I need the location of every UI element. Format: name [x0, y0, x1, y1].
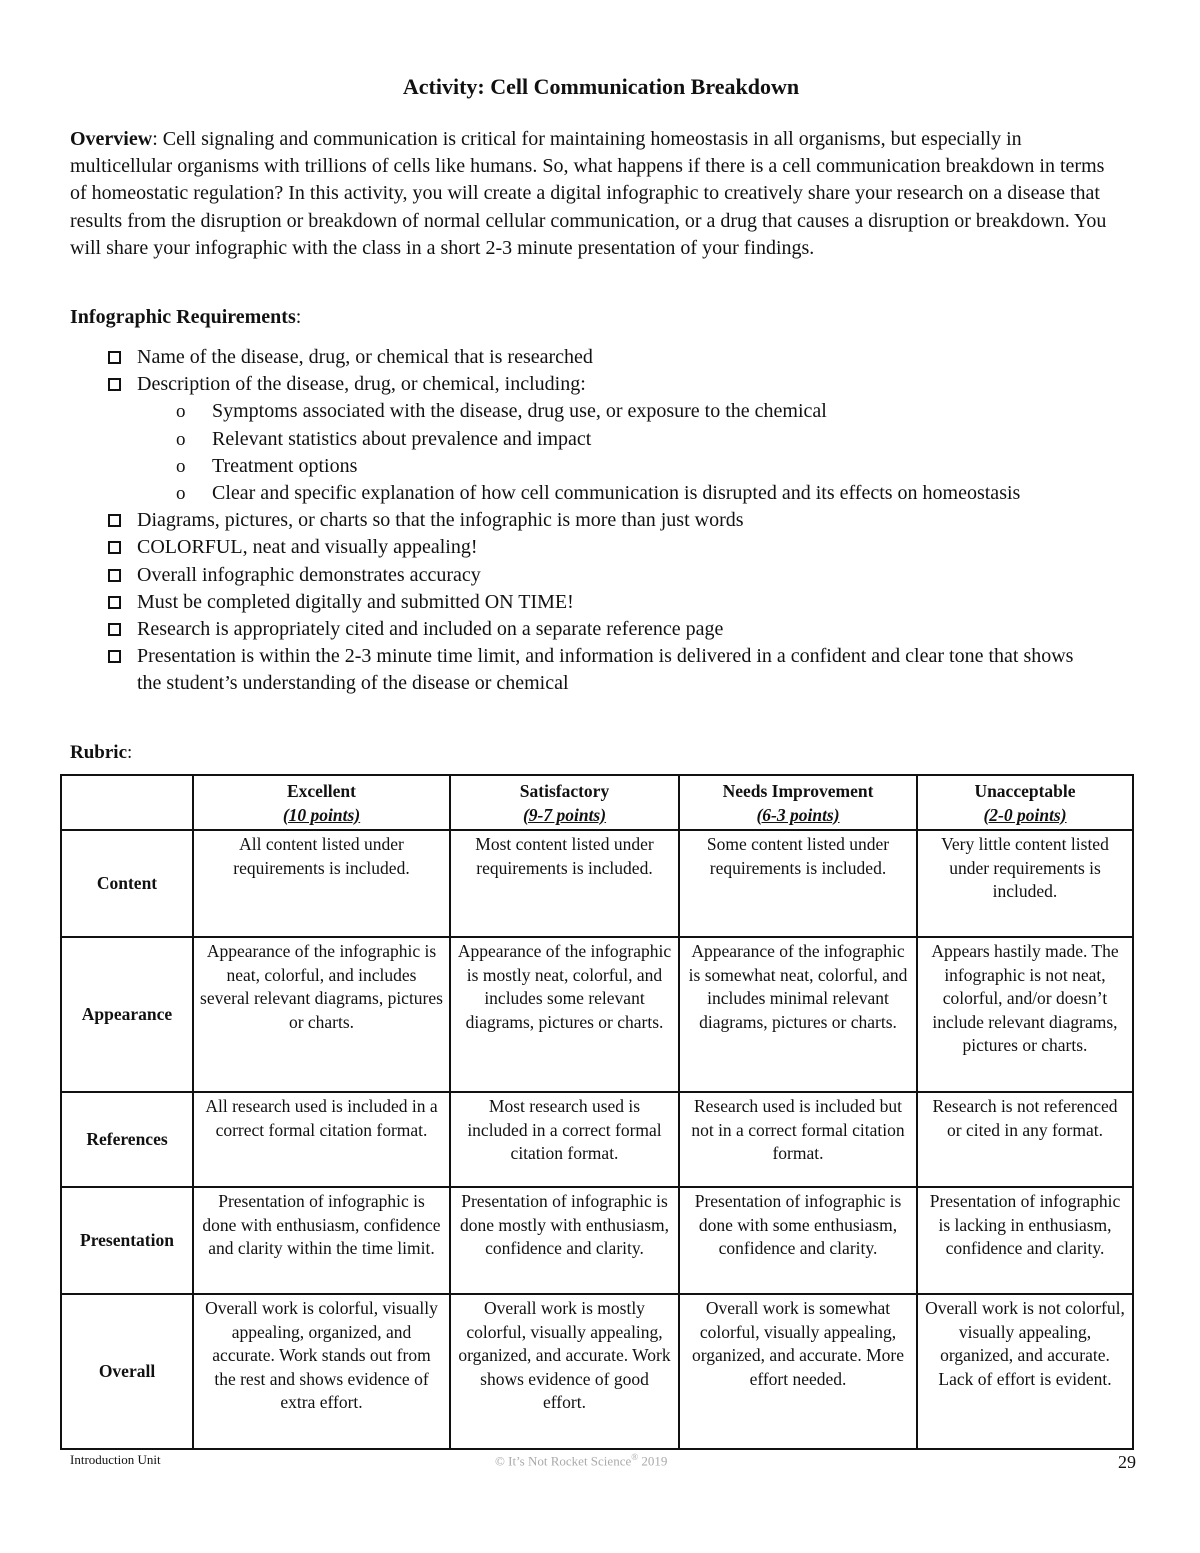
bullet-icon: o — [176, 428, 186, 450]
overview-label: Overview — [70, 128, 153, 150]
requirement-text: Name of the disease, drug, or chemical that is researched — [137, 346, 593, 368]
rubric-heading — [70, 742, 132, 764]
copyright-year: 2019 — [638, 1453, 668, 1469]
checkbox-icon — [108, 541, 121, 554]
rubric-cell: Very little content listed under requirements is included. — [917, 830, 1133, 937]
copyright-text: © It’s Not Rocket Science — [495, 1453, 632, 1469]
column-points: (2-0 points) — [983, 804, 1067, 825]
requirement-text: Description of the disease, drug, or chemical, including: — [137, 373, 586, 396]
column-name: Excellent — [286, 781, 356, 801]
requirement-subitem — [108, 426, 1108, 453]
checkbox-icon — [108, 596, 121, 609]
subitem-text: Relevant statistics about prevalence and impact — [212, 427, 592, 450]
overview-paragraph — [70, 126, 1110, 262]
requirement-text: Diagrams, pictures, or charts so that the infographic is more than just words — [137, 509, 744, 532]
requirement-item — [108, 371, 1108, 398]
requirement-subitem — [108, 480, 1108, 507]
rubric-cell: Some content listed under requirements is included. — [679, 830, 917, 937]
subitem-text: Treatment options — [212, 454, 358, 477]
rubric-corner-cell — [61, 775, 193, 830]
requirements-heading-text: Infographic Requirements — [70, 306, 296, 328]
rubric-row-label: Presentation — [61, 1187, 193, 1294]
rubric-cell: Appears hastily made. The infographic is not neat, colorful, and/or doesn’t include relevant diagrams, pictures or charts. — [917, 937, 1133, 1092]
requirement-item — [108, 589, 1108, 616]
rubric-cell: Presentation of infographic is done with enthusiasm, confidence and clarity within the time limit. — [193, 1187, 450, 1294]
requirement-item — [108, 643, 1108, 697]
footer-copyright — [495, 1452, 667, 1469]
rubric-row — [61, 1092, 1133, 1187]
rubric-row — [61, 937, 1133, 1092]
bullet-icon: o — [176, 483, 186, 505]
rubric-cell: Appearance of the infographic is somewhat neat, colorful, and includes minimal relevant diagrams, pictures or charts. — [679, 937, 917, 1092]
registered-mark: ® — [631, 1452, 639, 1462]
rubric-table — [60, 774, 1134, 1450]
rubric-row — [61, 1294, 1133, 1449]
rubric-column-header — [450, 775, 679, 830]
rubric-row-label: Content — [61, 830, 193, 937]
requirements-list — [108, 344, 1108, 698]
requirement-item — [108, 562, 1108, 589]
bullet-icon: o — [176, 401, 186, 423]
rubric-row — [61, 1187, 1133, 1294]
rubric-heading-text: Rubric — [70, 742, 127, 763]
subitem-text: Symptoms associated with the disease, drug use, or exposure to the chemical — [212, 400, 827, 423]
footer-unit: Introduction Unit — [70, 1452, 161, 1467]
checkbox-icon — [108, 569, 121, 582]
requirement-item — [108, 534, 1108, 561]
page-number: 29 — [1118, 1452, 1136, 1472]
column-points: (6-3 points) — [756, 804, 840, 825]
requirement-subitem — [108, 453, 1108, 480]
checkbox-icon — [108, 378, 121, 391]
requirement-text: Research is appropriately cited and included on a separate reference page — [137, 618, 724, 641]
rubric-cell: Overall work is colorful, visually appealing, organized, and accurate. Work stands out from the rest and shows evidence of extra effort. — [193, 1294, 450, 1449]
requirement-item — [108, 616, 1108, 643]
column-name: Needs Improvement — [722, 781, 874, 801]
rubric-colon: : — [127, 742, 133, 763]
rubric-cell: Appearance of the infographic is neat, colorful, and includes several relevant diagrams, pictures or charts. — [193, 937, 450, 1092]
rubric-row-label: Overall — [61, 1294, 193, 1449]
rubric-cell: Research is not referenced or cited in any format. — [917, 1092, 1133, 1187]
requirement-text: Must be completed digitally and submitted ON TIME! — [137, 590, 574, 613]
requirements-heading — [70, 306, 301, 329]
rubric-cell: All content listed under requirements is included. — [193, 830, 450, 937]
rubric-cell: Most content listed under requirements is included. — [450, 830, 679, 937]
rubric-cell: Most research used is included in a correct formal citation format. — [450, 1092, 679, 1187]
requirement-text: Overall infographic demonstrates accuracy — [137, 563, 481, 586]
requirement-item — [108, 344, 1108, 371]
requirement-subitem — [108, 398, 1108, 425]
checkbox-icon — [108, 514, 121, 527]
rubric-cell: Overall work is not colorful, visually appealing, organized, and accurate. Lack of effort is evident. — [917, 1294, 1133, 1449]
column-points: (10 points) — [282, 804, 361, 825]
rubric-row — [61, 830, 1133, 937]
rubric-header-row — [61, 775, 1133, 830]
column-points: (9-7 points) — [522, 804, 607, 825]
requirement-item — [108, 507, 1108, 534]
column-name: Unacceptable — [974, 781, 1076, 801]
page-title: Activity: Cell Communication Breakdown — [402, 74, 800, 99]
requirement-text: Presentation is within the 2-3 minute time limit, and information is delivered in a confident and clear tone that shows the student’s understanding of the disease or chemical — [137, 645, 1074, 695]
rubric-cell: Presentation of infographic is done with some enthusiasm, confidence and clarity. — [679, 1187, 917, 1294]
checkbox-icon — [108, 351, 121, 364]
rubric-column-header — [917, 775, 1133, 830]
rubric-cell: Research used is included but not in a correct formal citation format. — [679, 1092, 917, 1187]
requirement-text: COLORFUL, neat and visually appealing! — [137, 536, 478, 559]
requirements-colon: : — [295, 306, 302, 328]
column-name: Satisfactory — [519, 781, 610, 801]
rubric-cell: Presentation of infographic is lacking in enthusiasm, confidence and clarity. — [917, 1187, 1133, 1294]
rubric-cell: All research used is included in a correct formal citation format. — [193, 1092, 450, 1187]
rubric-cell: Overall work is somewhat colorful, visually appealing, organized, and accurate. More effort needed. — [679, 1294, 917, 1449]
overview-text: : Cell signaling and communication is critical for maintaining homeostasis in all organisms, but especially in multicellular organisms with trillions of cells like humans. So, what happens if there is a cell communication breakdown in terms of homeostatic regulation? In this activity, you will create a digital infographic to creatively share your research on a disease that results from the disruption or breakdown of normal cellular communication, or a drug that causes a disruption or breakdown. You will share your infographic with the class in a short 2-3 minute presentation of your findings. — [70, 128, 1107, 259]
subitem-text: Clear and specific explanation of how cell communication is disrupted and its effects on homeostasis — [212, 482, 1021, 505]
rubric-cell: Appearance of the infographic is mostly neat, colorful, and includes some relevant diagrams, pictures or charts. — [450, 937, 679, 1092]
rubric-cell: Presentation of infographic is done mostly with enthusiasm, confidence and clarity. — [450, 1187, 679, 1294]
rubric-cell: Overall work is mostly colorful, visually appealing, organized, and accurate. Work shows evidence of good effort. — [450, 1294, 679, 1449]
rubric-row-label: References — [61, 1092, 193, 1187]
checkbox-icon — [108, 650, 121, 663]
bullet-icon: o — [176, 455, 186, 477]
rubric-column-header — [193, 775, 450, 830]
rubric-column-header — [679, 775, 917, 830]
rubric-row-label: Appearance — [61, 937, 193, 1092]
checkbox-icon — [108, 623, 121, 636]
